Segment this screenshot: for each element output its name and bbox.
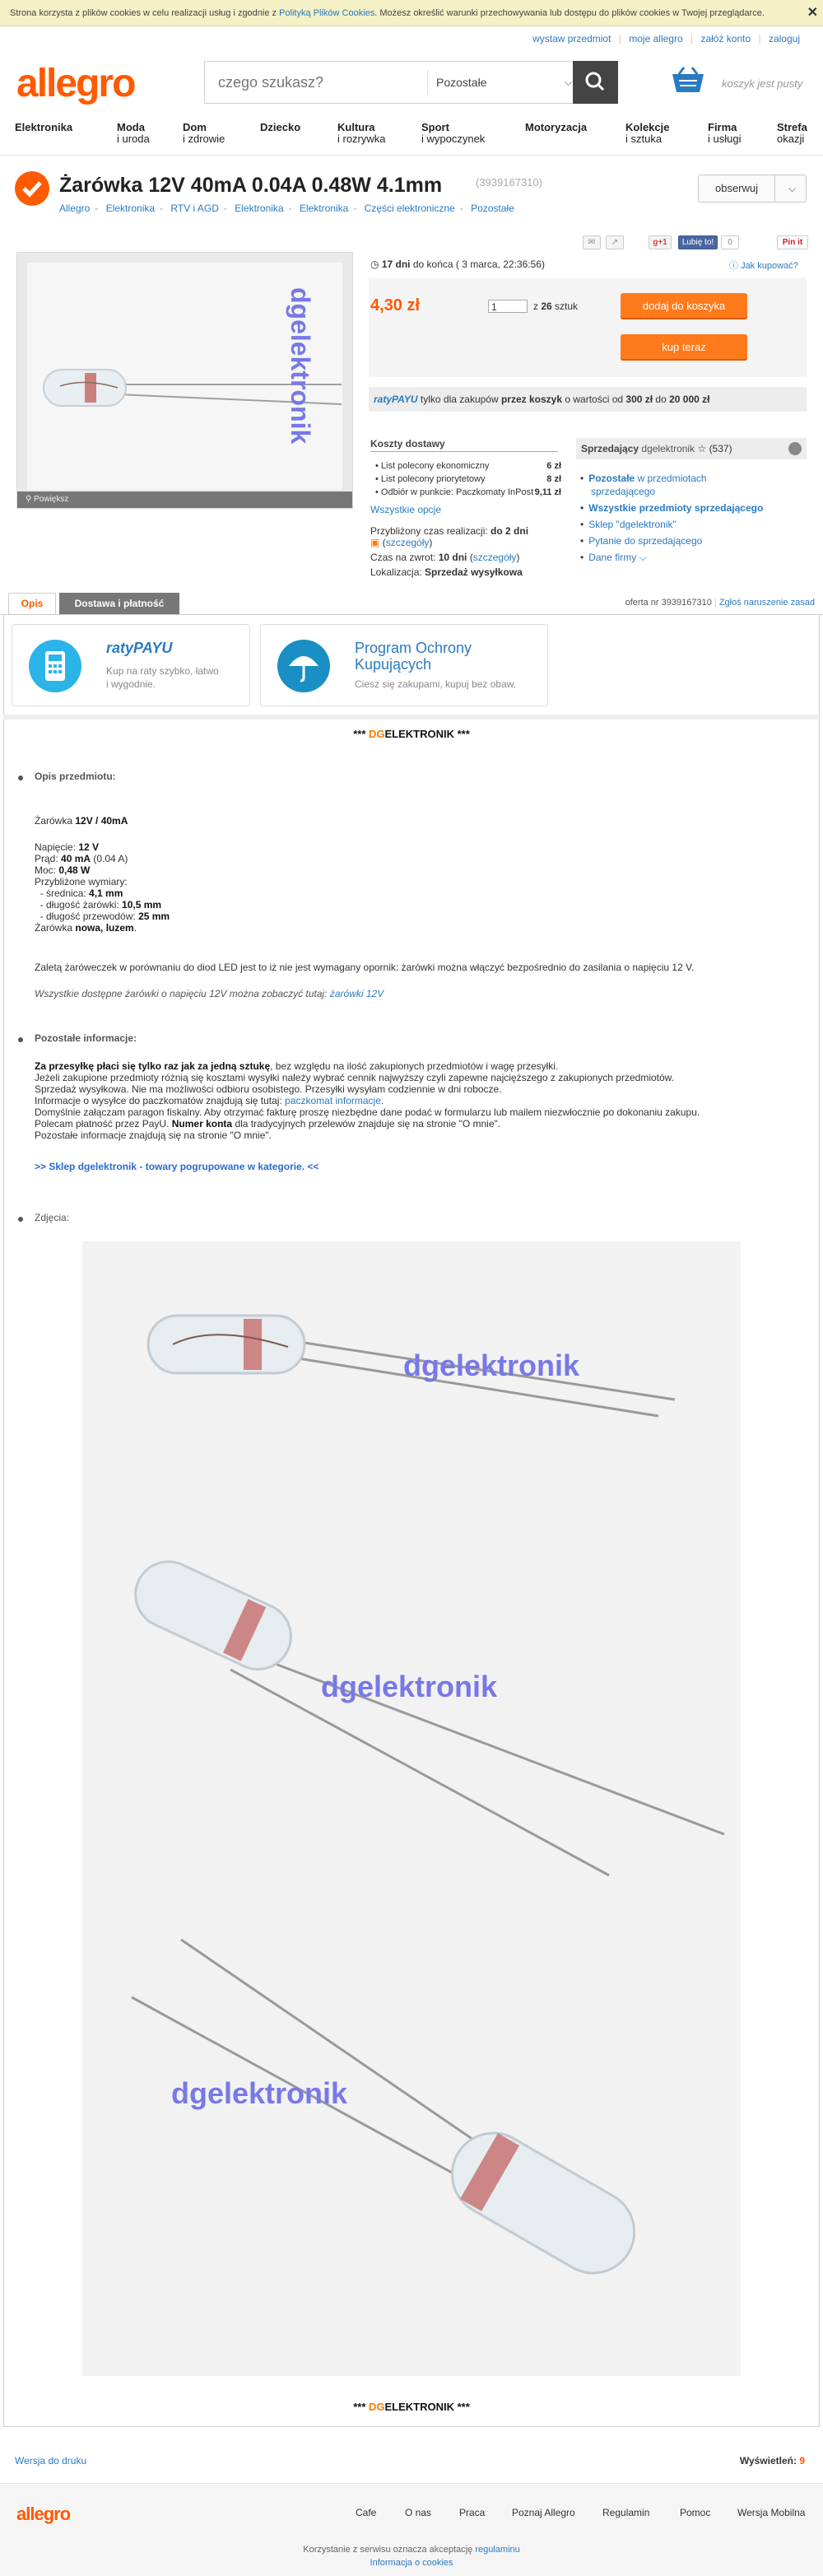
promo-title: ratyPAYU xyxy=(106,640,173,656)
buy-now-button[interactable]: kup teraz xyxy=(621,334,747,361)
seller-link-other-2[interactable] xyxy=(591,486,655,497)
seller-link-shop[interactable]: • Sklep "dgelektronik" xyxy=(580,519,677,530)
tab-delivery[interactable]: Dostawa i płatność xyxy=(59,593,179,614)
info-line: Domyślnie załączam paragon fiskalny. Aby otrzymać fakturę proszę niezbędne dane podać w formularzu lub mailem niezwłocznie po dokonaniu zakupu. xyxy=(35,1106,700,1118)
nav-dziecko[interactable] xyxy=(260,122,300,133)
cookies-info-link[interactable]: Informacja o cookies xyxy=(370,2558,453,2568)
report-link[interactable]: Zgłoś naruszenie zasad xyxy=(718,598,815,608)
category-nav xyxy=(0,120,823,156)
watermark: dgelektronik xyxy=(171,2076,348,2110)
shipping-label: List polecony priorytetowy xyxy=(380,474,486,484)
promo-subtitle: Ciesz się zakupami, kupuj bez obaw. xyxy=(355,678,517,690)
footer-legal: Korzystanie z serwisu oznacza akceptację regulaminu Informacja o cookies xyxy=(303,2545,520,2568)
nav-label: Kultura xyxy=(337,121,375,133)
share-icon[interactable]: ↗ xyxy=(606,235,624,249)
info-line: Pozostałe informacje znajdują się na stronie "O mnie". xyxy=(35,1130,272,1141)
desc-line: Żarówka nowa, luzem. xyxy=(35,922,137,934)
info-line: Za przesyłkę płaci się tylko raz jak za jedną sztukę, bez względu na ilość zakupionych przedmiotów i wagę przesyłki. xyxy=(35,1060,559,1072)
desc-all-bulbs: Wszystkie dostępne żarówki o napięciu 12V można zobaczyć tutaj: żarówki 12V xyxy=(35,988,384,999)
shop-banner-bottom: *** DGELEKTRONIK *** xyxy=(353,2401,470,2413)
how-to-buy-link[interactable] xyxy=(729,259,798,272)
offer-meta: oferta nr 3939167310 | Zgłoś naruszenie zasad xyxy=(625,598,815,608)
breadcrumb-item[interactable]: Elektronika xyxy=(299,203,349,214)
observe-label: obserwuj xyxy=(699,175,775,202)
nav-label: Firma xyxy=(708,121,737,133)
promo-title: Program Ochrony xyxy=(355,640,472,656)
sell-link[interactable]: wystaw przedmiot xyxy=(532,33,611,44)
desc-line: Napięcie: 12 V xyxy=(35,841,100,853)
nav-sublabel: i sztuka xyxy=(625,133,663,145)
raty-cart: przez koszyk xyxy=(500,394,563,405)
footer-link[interactable]: Pomoc xyxy=(680,2507,711,2518)
cookie-text: Strona korzysta z plików cookies w celu realizacji usług i zgodnie z xyxy=(10,8,280,18)
help-icon: ⓘ xyxy=(729,261,738,271)
nav-moda[interactable] xyxy=(117,122,150,145)
quantity-available xyxy=(533,300,578,312)
search-category-select[interactable] xyxy=(427,70,580,95)
nav-label: Dom xyxy=(183,121,207,133)
buyer-protection-promo[interactable] xyxy=(260,624,548,706)
seller-link-company[interactable]: • Dane firmy ⌵ xyxy=(580,552,647,563)
add-to-cart-button[interactable]: dodaj do koszyka xyxy=(621,293,747,319)
login-link[interactable]: zaloguj xyxy=(768,33,800,44)
nav-sublabel: i zdrowie xyxy=(183,133,226,145)
cookie-text-2: . Możesz określić warunki przechowywania lub dostępu do plików cookies w Twojej przeglądarce. xyxy=(374,8,765,18)
footer-link[interactable]: O nas xyxy=(405,2507,432,2518)
my-allegro-link[interactable]: moje allegro xyxy=(629,33,683,44)
nav-label: Kolekcje xyxy=(625,121,670,133)
brand-dg: DG xyxy=(369,2401,385,2413)
realization-label: Przybliżony czas realizacji: xyxy=(370,525,491,537)
shipping-label: Odbiór w punkcie: Paczkomaty InPost xyxy=(380,487,534,497)
breadcrumb-item[interactable]: Elektronika xyxy=(235,203,284,214)
item-photo-3 xyxy=(82,1890,741,2376)
clock-icon: ◷ xyxy=(370,259,379,270)
location xyxy=(370,566,523,578)
nav-label: Elektronika xyxy=(15,121,73,133)
footer-link[interactable]: Regulamin xyxy=(602,2507,650,2518)
seller-link-text: Sklep "dgelektronik" xyxy=(588,519,677,530)
ratypayu-promo[interactable] xyxy=(12,624,250,706)
raty-max: 20 000 zł xyxy=(669,394,710,405)
nav-sublabel: i rozrywka xyxy=(337,133,386,145)
nav-sublabel: okazji xyxy=(777,133,805,145)
view-count: Wyświetleń: 9 xyxy=(739,2455,805,2467)
close-icon[interactable]: ✕ xyxy=(807,6,818,20)
parcel-locker-link[interactable]: paczkomat informacje xyxy=(285,1095,381,1106)
search-button[interactable] xyxy=(573,61,618,104)
return-label: Czas na zwrot: xyxy=(370,552,439,563)
nav-label: Moda xyxy=(117,121,145,133)
terms-link[interactable]: regulaminu xyxy=(475,2545,520,2555)
basket-icon[interactable] xyxy=(671,66,705,95)
footer-link[interactable]: Poznaj Allegro xyxy=(512,2507,575,2518)
how-to-buy-label: Jak kupować? xyxy=(741,261,798,271)
nav-kultura[interactable] xyxy=(337,122,386,145)
footer-link[interactable]: Cafe xyxy=(356,2507,377,2518)
desc-line: Moc: 0,48 W xyxy=(35,864,91,876)
shipping-row: • Odbiór w punkcie: Paczkomaty InPost 9,11 zł xyxy=(375,487,561,497)
shipping-price: 8 zł xyxy=(546,474,561,484)
nav-label: Sport xyxy=(421,121,449,133)
item-photo[interactable] xyxy=(27,263,342,490)
offer-id: (3939167310) xyxy=(476,176,542,189)
view-count-value: 9 xyxy=(799,2455,805,2467)
nav-dom[interactable] xyxy=(183,122,225,145)
like-count: 0 xyxy=(721,235,739,249)
checkmark-icon xyxy=(15,171,49,206)
shipping-title: Koszty dostawy xyxy=(370,438,558,452)
breadcrumb-item[interactable]: RTV i AGD xyxy=(170,203,219,214)
promo-subtitle: Kup na raty szybko, łatwo xyxy=(106,665,219,677)
star-icon: ☆ xyxy=(697,443,707,454)
seller-link-text: Dane firmy xyxy=(588,552,637,563)
chevron-down-icon[interactable]: ⌵ xyxy=(788,183,796,194)
pinterest-button[interactable]: Pin it xyxy=(777,235,808,249)
shipping-label: List polecony ekonomiczny xyxy=(380,461,490,471)
search-category-value: Pozostałe xyxy=(436,76,487,89)
observe-button[interactable] xyxy=(698,175,807,203)
footer-logo[interactable]: allegro xyxy=(16,2504,71,2524)
register-link[interactable]: załóż konto xyxy=(700,33,751,44)
info-line: Informacje o wysyłce do paczkomatów znajdują się tutaj: paczkomat informacje. xyxy=(35,1095,384,1106)
item-photo-1 xyxy=(82,1241,741,1488)
nav-firma[interactable] xyxy=(708,122,741,145)
separator: | xyxy=(618,33,621,44)
seller-link-all[interactable]: • Wszystkie przedmioty sprzedającego xyxy=(580,502,764,514)
shipping-price: 9,11 zł xyxy=(534,487,561,497)
seller-name[interactable]: dgelektronik xyxy=(641,443,695,454)
time-left xyxy=(370,259,545,270)
tab-description[interactable]: Opis xyxy=(8,593,56,614)
bullet xyxy=(18,1217,23,1222)
footer xyxy=(0,2483,823,2576)
seller-link-question[interactable]: • Pytanie do sprzedającego xyxy=(580,535,703,547)
desc-line: - długość przewodów: 25 mm xyxy=(35,911,170,922)
shipping-row: • List polecony ekonomiczny 6 zł xyxy=(375,461,561,471)
promo-subtitle: i wygodnie. xyxy=(106,678,156,690)
photos-title: Zdjęcia: xyxy=(35,1212,70,1223)
location-label: Lokalizacja: xyxy=(370,566,425,578)
ratypayu-logo: ratyPAYU xyxy=(374,394,418,405)
all-bulbs-link[interactable]: żarówki 12V xyxy=(329,988,384,999)
info-line: Polecam płatność przez PayU. Numer konta dla tradycyjnych przelewów znajduje się na stronie "O mnie". xyxy=(35,1118,501,1130)
desc-line: Przybliżone wymiary: xyxy=(35,876,128,887)
installments-info xyxy=(369,387,807,412)
bullet xyxy=(18,776,23,780)
shipping-price: 6 zł xyxy=(546,461,561,471)
raty-text: tylko dla zakupów xyxy=(417,394,501,405)
footer-link[interactable]: Praca xyxy=(459,2507,486,2518)
top-links xyxy=(528,33,800,44)
seller-label: Sprzedający xyxy=(581,443,639,454)
footer-link[interactable]: Wersja Mobilna xyxy=(737,2507,806,2518)
breadcrumb: Allegro - Elektronika - RTV i AGD - Elektronika - Elektronika - Części elektroniczne - Pozostałe xyxy=(59,203,514,214)
location-value: Sprzedaż wysyłkowa xyxy=(425,566,523,578)
nav-kolekcje[interactable] xyxy=(625,122,669,145)
cookie-policy-link[interactable]: Polityką Plików Cookies xyxy=(279,8,375,18)
info-line: Jeżeli zakupione przedmioty różnią się kosztami wysyłki należy wybrać cennik najwyższy czyli zapewne najcięższego z zakupionych przedmiotów. xyxy=(35,1072,674,1083)
realization-details: ▣ (szczegóły) xyxy=(370,537,433,548)
search-input[interactable] xyxy=(205,62,425,103)
nav-sublabel: i wypoczynek xyxy=(421,133,486,145)
brand-dg: DG xyxy=(369,728,385,740)
realization-time xyxy=(370,525,528,537)
nav-elektronika[interactable] xyxy=(15,122,72,133)
qty-max: 26 xyxy=(541,300,552,312)
shipping-row: • List polecony priorytetowy 8 zł xyxy=(375,474,561,484)
search-bar xyxy=(204,61,618,104)
other-info-title: Pozostałe informacje: xyxy=(35,1032,137,1044)
shop-link[interactable]: >> Sklep dgelektronik - towary pogrupowane w kategorie. << xyxy=(35,1161,319,1172)
separator: | xyxy=(690,33,694,44)
description-title: Opis przedmiotu: xyxy=(35,771,116,782)
desc-line: - długość żarówki: 10,5 mm xyxy=(35,899,162,911)
enlarge-label: Powiększ xyxy=(34,495,69,504)
cookie-bar xyxy=(0,0,823,26)
price: 4,30 zł xyxy=(370,296,421,314)
breadcrumb-item[interactable]: Pozostałe xyxy=(471,203,514,214)
nav-strefa[interactable] xyxy=(777,122,807,145)
seller-link-bold: Wszystkie przedmioty sprzedającego xyxy=(588,502,764,514)
breadcrumb-item[interactable]: Allegro xyxy=(59,203,91,214)
enlarge-bar[interactable] xyxy=(17,491,352,508)
seller-link-bold: Pozostałe xyxy=(588,473,635,484)
breadcrumb-item[interactable]: Elektronika xyxy=(105,203,156,214)
chevron-down-icon: ⌵ xyxy=(564,77,572,88)
offer-number: oferta nr 3939167310 xyxy=(625,598,712,608)
qty-of-label: z xyxy=(533,300,542,312)
nav-sublabel: i usługi xyxy=(708,133,742,145)
gplus-button[interactable]: g+1 xyxy=(649,235,672,249)
magnifier-icon: ⚲ xyxy=(26,495,32,504)
raty-min: 300 zł xyxy=(625,394,653,405)
chevron-down-icon: ⌵ xyxy=(639,552,647,563)
print-version-link[interactable]: Wersja do druku xyxy=(15,2455,87,2467)
promo-title: Kupujących xyxy=(355,656,432,673)
nav-label: Dziecko xyxy=(260,121,301,133)
desc-line: - średnica: 4,1 mm xyxy=(35,887,123,899)
facebook-like-button[interactable]: Lubię to! xyxy=(678,235,718,249)
info-icon: ▣ xyxy=(370,537,380,548)
seller-rating[interactable]: (537) xyxy=(709,443,732,454)
calculator-icon xyxy=(29,640,81,692)
realization-value: do 2 dni xyxy=(491,525,529,537)
return-time: Czas na zwrot: 10 dni (szczegóły) xyxy=(370,552,520,563)
nav-sport[interactable] xyxy=(421,122,485,145)
details-link[interactable]: szczegóły xyxy=(472,552,517,563)
raty-text: o wartości od xyxy=(562,394,626,405)
nav-sublabel: i uroda xyxy=(117,133,150,145)
watermark: dgelektronik xyxy=(403,1349,580,1382)
separator: | xyxy=(758,33,761,44)
seller-link-text: Pytanie do sprzedającego xyxy=(588,535,703,547)
item-title: Żarówka 12V 40mA 0.04A 0.48W 4.1mm xyxy=(59,174,443,197)
desc-line: Żarówka 12V / 40mA xyxy=(35,815,128,827)
time-days: 17 dni xyxy=(381,259,411,270)
seller-menu-icon[interactable] xyxy=(788,442,802,455)
basket-status: koszyk jest pusty xyxy=(722,77,803,90)
nav-motoryzacja[interactable] xyxy=(525,122,587,133)
shop-banner: *** DGELEKTRONIK *** xyxy=(353,728,470,740)
divider xyxy=(3,715,818,720)
desc-line: Prąd: 40 mA (0.04 A) xyxy=(35,853,128,864)
item-gallery[interactable] xyxy=(16,252,353,509)
seller-header xyxy=(576,438,807,459)
email-icon[interactable]: ✉ xyxy=(583,235,601,249)
quantity-input[interactable]: 1 xyxy=(488,300,528,313)
desc-note: Zaletą żaróweczek w porównaniu do diod LED jest to iż nie jest wymagany opornik: żarówki można włączyć bezpośrednio do zasilania o napięciu 12 V. xyxy=(35,962,695,973)
tab-bar xyxy=(0,591,823,615)
bullet xyxy=(18,1037,23,1042)
seller-link-text: sprzedającego xyxy=(591,486,656,497)
search-icon xyxy=(573,61,618,104)
item-photo-2 xyxy=(82,1488,741,1890)
raty-text: do xyxy=(653,394,670,405)
qty-unit: sztuk xyxy=(551,300,579,312)
breadcrumb-item[interactable]: Części elektroniczne xyxy=(364,203,455,214)
watermark: dgelektronik xyxy=(321,1670,498,1703)
time-rest: do końca ( 3 marca, 22:36:56) xyxy=(410,259,545,270)
nav-label: Strefa xyxy=(777,121,807,133)
return-value: 10 dni xyxy=(438,552,467,563)
all-shipping-options-link[interactable]: Wszystkie opcje xyxy=(370,504,442,515)
seller-link-text: w przedmiotach xyxy=(635,473,707,484)
details-link[interactable]: szczegóły xyxy=(385,537,430,548)
allegro-logo[interactable]: allegro xyxy=(16,62,135,105)
umbrella-icon xyxy=(277,640,330,692)
seller-link-other[interactable]: • Pozostałe w przedmiotach xyxy=(580,473,707,484)
nav-label: Motoryzacja xyxy=(525,121,588,133)
buy-box xyxy=(369,278,807,377)
info-line: Sprzedaż wysyłkowa. Nie ma możliwości odbioru osobistego. Przesyłki wysyłam codziennie w dni robocze. xyxy=(35,1083,502,1095)
watermark: dgelektronik xyxy=(286,287,315,445)
